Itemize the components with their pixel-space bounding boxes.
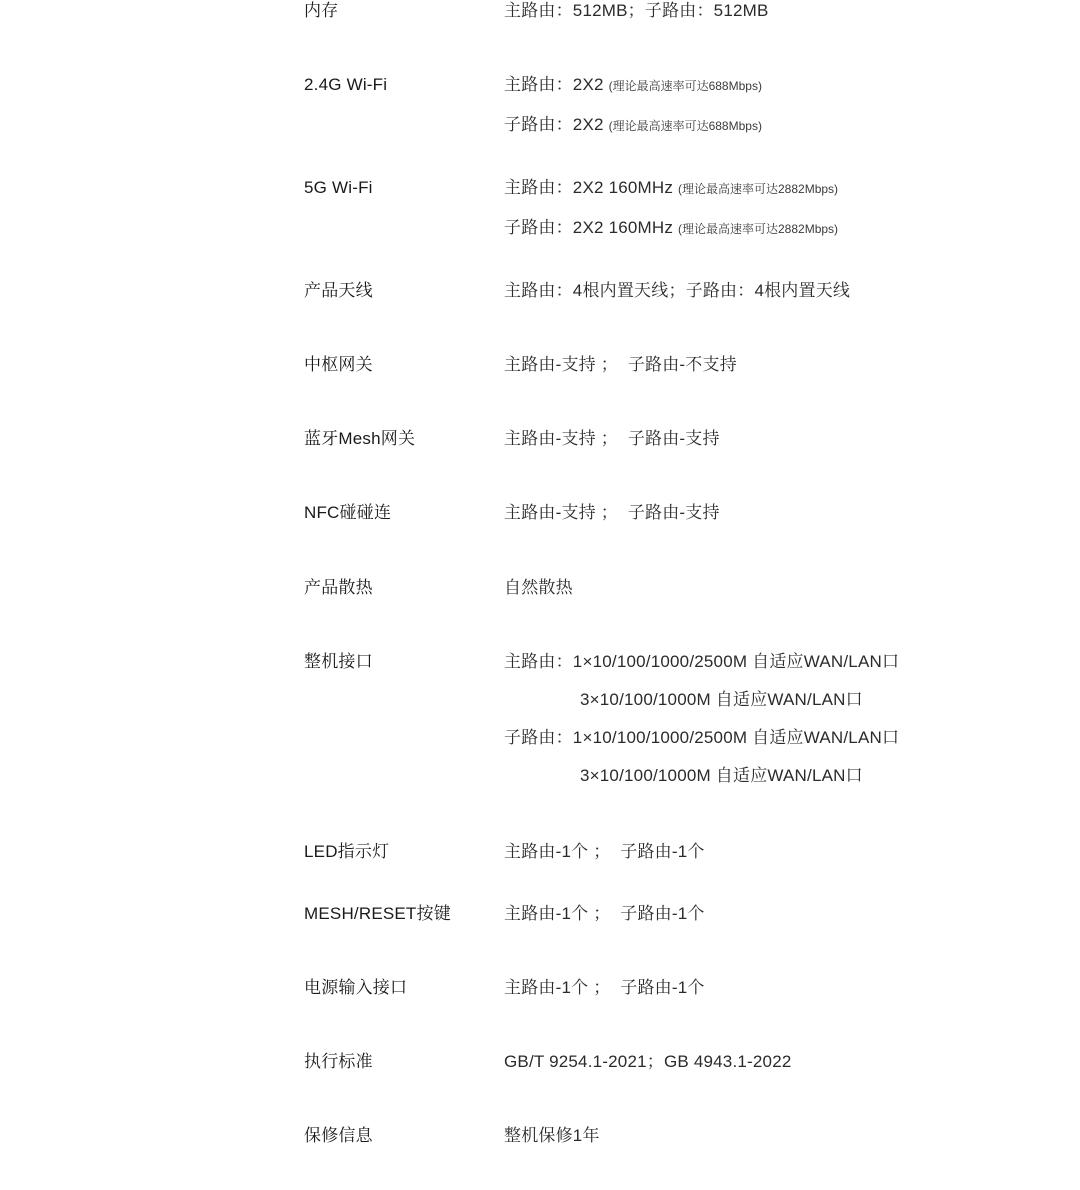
spec-label: 内存 xyxy=(304,1,339,20)
spec-label: 中枢网关 xyxy=(304,355,373,374)
table-row xyxy=(0,0,1080,23)
value-line: 主路由-1个 ； 子路由-1个 xyxy=(504,904,705,923)
value-line xyxy=(504,215,1080,242)
value-line: 整机保修1年 xyxy=(504,1126,600,1145)
spec-value xyxy=(504,500,1080,525)
spec-value xyxy=(504,352,1080,377)
spec-label: 2.4G Wi-Fi xyxy=(304,75,388,94)
value-text: 子路由：2X2 xyxy=(504,115,609,134)
spec-value xyxy=(504,1123,1080,1148)
table-row xyxy=(0,975,1080,1000)
value-note: (理论最高速率可达2882Mbps) xyxy=(678,182,839,196)
spec-label: 产品天线 xyxy=(304,281,373,300)
value-line: 3×10/100/1000M 自适应WAN/LAN口 xyxy=(580,766,863,785)
table-row xyxy=(0,649,1080,788)
table-row xyxy=(0,839,1080,864)
spec-value xyxy=(504,901,1080,926)
table-row xyxy=(0,1049,1080,1074)
spec-label: 5G Wi-Fi xyxy=(304,178,373,197)
spec-label: 电源输入接口 xyxy=(304,978,408,997)
table-row xyxy=(0,901,1080,926)
value-line xyxy=(504,72,1080,99)
value-line: 3×10/100/1000M 自适应WAN/LAN口 xyxy=(580,690,863,709)
table-row xyxy=(0,352,1080,377)
value-line: 主路由-1个 ； 子路由-1个 xyxy=(504,842,705,861)
spec-label: 整机接口 xyxy=(304,652,373,671)
spec-label: 产品散热 xyxy=(304,578,373,597)
value-line: 主路由：512MB；子路由：512MB xyxy=(504,1,769,20)
spec-value xyxy=(504,1049,1080,1074)
spec-label: NFC碰碰连 xyxy=(304,503,392,522)
value-text: 子路由：2X2 160MHz xyxy=(504,218,678,237)
spec-value xyxy=(504,839,1080,864)
value-line: 主路由-1个 ； 子路由-1个 xyxy=(504,978,705,997)
table-row xyxy=(0,575,1080,600)
table-row xyxy=(0,175,1080,242)
value-note: (理论最高速率可达688Mbps) xyxy=(608,79,762,93)
table-row xyxy=(0,500,1080,525)
table-row xyxy=(0,426,1080,451)
spec-value xyxy=(504,278,1080,303)
spec-label: 保修信息 xyxy=(304,1126,373,1145)
value-line: 主路由-支持 ； 子路由-不支持 xyxy=(504,355,737,374)
spec-value xyxy=(504,175,1080,242)
value-line: GB/T 9254.1-2021；GB 4943.1-2022 xyxy=(504,1052,792,1071)
table-row xyxy=(0,72,1080,139)
spec-label: LED指示灯 xyxy=(304,842,390,861)
spec-label: 执行标准 xyxy=(304,1052,373,1071)
value-line: 主路由-支持 ； 子路由-支持 xyxy=(504,503,720,522)
value-line xyxy=(504,112,1080,139)
spec-value xyxy=(504,72,1080,139)
table-row xyxy=(0,278,1080,303)
value-line xyxy=(504,175,1080,202)
value-line: 主路由：1×10/100/1000/2500M 自适应WAN/LAN口 xyxy=(504,652,900,671)
value-text: 主路由：2X2 160MHz xyxy=(504,178,678,197)
spec-value xyxy=(504,975,1080,1000)
spec-value xyxy=(504,649,1080,788)
value-line: 自然散热 xyxy=(504,578,573,597)
spec-label: 蓝牙Mesh网关 xyxy=(304,429,416,448)
spec-value xyxy=(504,0,1080,23)
value-line: 主路由-支持 ； 子路由-支持 xyxy=(504,429,720,448)
spec-value xyxy=(504,426,1080,451)
value-line: 主路由：4根内置天线；子路由：4根内置天线 xyxy=(504,281,851,300)
value-text: 主路由：2X2 xyxy=(504,75,609,94)
table-row xyxy=(0,1123,1080,1148)
value-line: 子路由：1×10/100/1000/2500M 自适应WAN/LAN口 xyxy=(504,728,900,747)
value-note: (理论最高速率可达688Mbps) xyxy=(608,119,762,133)
value-note: (理论最高速率可达2882Mbps) xyxy=(678,222,839,236)
spec-value xyxy=(504,575,1080,600)
spec-label: MESH/RESET按键 xyxy=(304,904,451,923)
